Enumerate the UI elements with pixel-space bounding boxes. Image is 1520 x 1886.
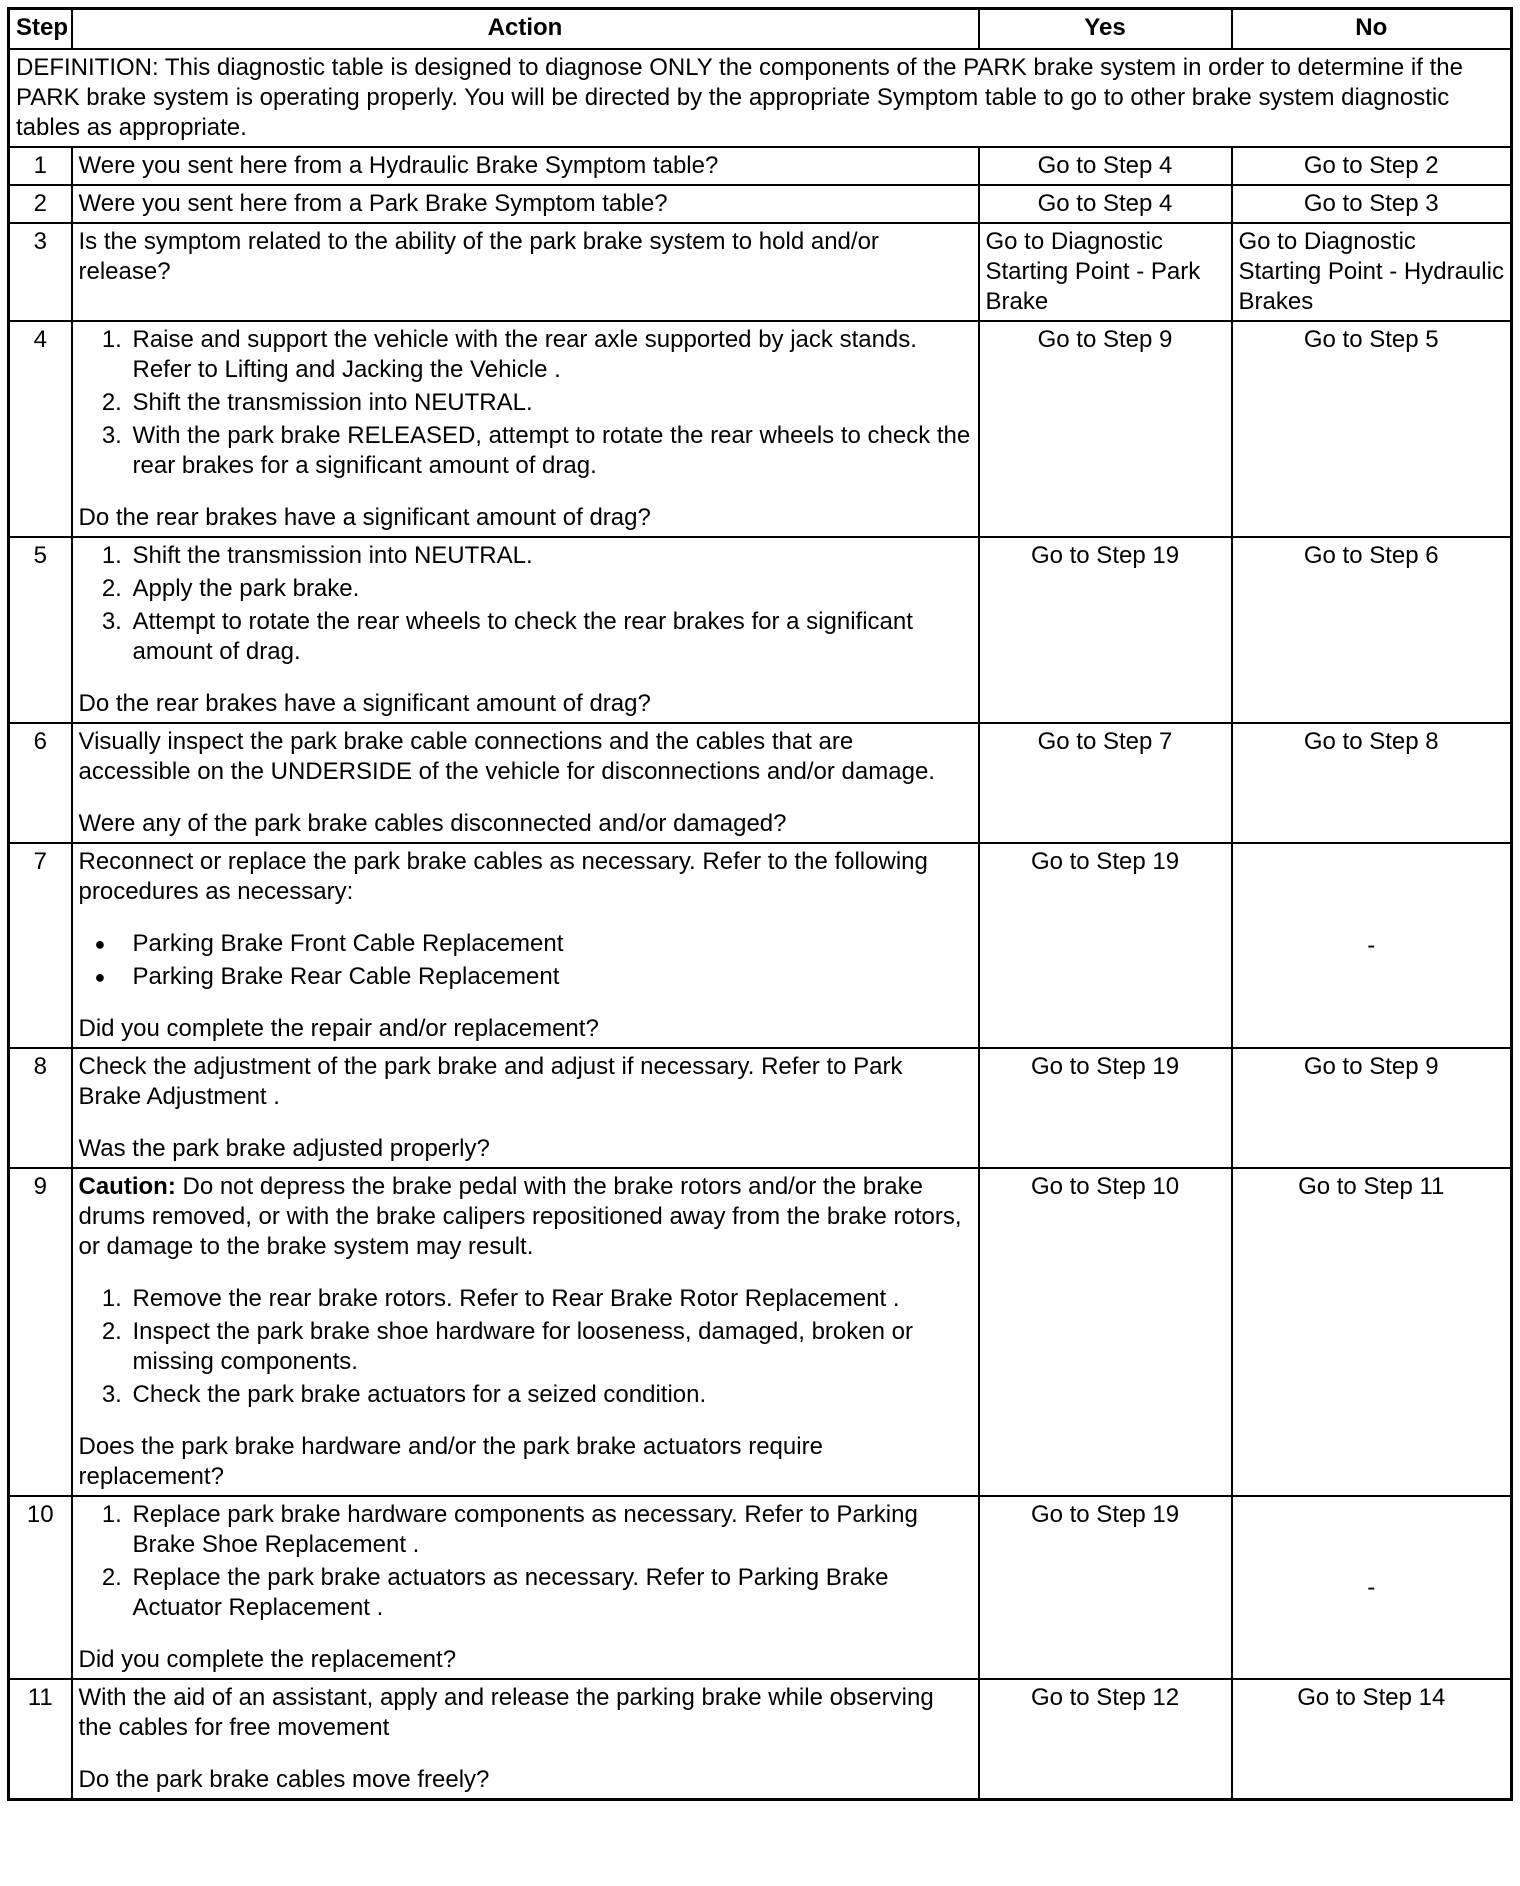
step-number: 10 [9, 1496, 72, 1679]
action-cell [72, 537, 979, 723]
question-text: Does the park brake hardware and/or the park brake actuators require replacement? [78, 1433, 823, 1490]
no-cell: - [1232, 1496, 1512, 1679]
action-text: Check the adjustment of the park brake and adjust if necessary. Refer to Park Brake Adjustment . [78, 1053, 903, 1110]
question-text: Do the rear brakes have a significant amount of drag? [78, 504, 651, 531]
action-text: With the aid of an assistant, apply and release the parking brake while observing the cables for free movement [78, 1684, 934, 1741]
action-cell [72, 1679, 979, 1800]
no-cell: Go to Step 5 [1232, 321, 1512, 537]
header-yes: Yes [979, 9, 1232, 50]
table-row [9, 723, 1512, 843]
action-text: Reconnect or replace the park brake cables as necessary. Refer to the following procedures as necessary: [78, 848, 928, 905]
action-cell [72, 321, 979, 537]
list-item: ● Parking Brake Rear Cable Replacement [129, 962, 972, 992]
header-row [9, 9, 1512, 50]
no-cell: Go to Step 14 [1232, 1679, 1512, 1800]
list-item: 3. With the park brake RELEASED, attempt to rotate the rear wheels to check the rear brakes for a significant amount of drag. [129, 421, 972, 481]
caution-label: Caution: [78, 1173, 176, 1200]
action-cell [72, 1048, 979, 1168]
table-row [9, 1168, 1512, 1496]
no-cell: - [1232, 843, 1512, 1048]
list-item: 3. Attempt to rotate the rear wheels to check the rear brakes for a significant amount of drag. [129, 607, 972, 667]
yes-cell: Go to Step 12 [979, 1679, 1232, 1800]
yes-cell: Go to Step 7 [979, 723, 1232, 843]
diagnostic-table [7, 7, 1513, 1801]
yes-cell: Go to Step 4 [979, 185, 1232, 223]
definition-text: DEFINITION: This diagnostic table is designed to diagnose ONLY the components of the PARK brake system in order to determine if the PARK brake system is operating properly. You will be directed by the appropriate Symptom table to go to other brake system diagnostic tables as appropriate. [9, 49, 1512, 147]
yes-cell: Go to Step 9 [979, 321, 1232, 537]
action-cell [72, 185, 979, 223]
list-item: 2. Replace the park brake actuators as necessary. Refer to Parking Brake Actuator Replacement . [129, 1563, 972, 1623]
yes-cell: Go to Diagnostic Starting Point - Park Brake [979, 223, 1232, 321]
definition-row [9, 49, 1512, 147]
step-number: 4 [9, 321, 72, 537]
yes-cell: Go to Step 19 [979, 1048, 1232, 1168]
question-text: Were any of the park brake cables disconnected and/or damaged? [78, 810, 787, 837]
action-cell [72, 147, 979, 185]
table-row [9, 147, 1512, 185]
table-row [9, 185, 1512, 223]
header-no: No [1232, 9, 1512, 50]
table-row [9, 843, 1512, 1048]
list-item: 1. Remove the rear brake rotors. Refer to Rear Brake Rotor Replacement . [129, 1284, 972, 1314]
no-cell: Go to Step 3 [1232, 185, 1512, 223]
step-number: 11 [9, 1679, 72, 1800]
action-text: Visually inspect the park brake cable connections and the cables that are accessible on the UNDERSIDE of the vehicle for disconnections and/or damage. [78, 728, 935, 785]
list-item: 2. Apply the park brake. [129, 574, 972, 604]
no-cell: Go to Diagnostic Starting Point - Hydraulic Brakes [1232, 223, 1512, 321]
action-cell [72, 723, 979, 843]
step-number: 8 [9, 1048, 72, 1168]
instruction-list [79, 541, 972, 667]
header-step: Step [9, 9, 72, 50]
yes-cell: Go to Step 19 [979, 843, 1232, 1048]
step-number: 3 [9, 223, 72, 321]
procedure-list [79, 929, 972, 992]
question-text: Was the park brake adjusted properly? [78, 1135, 490, 1162]
table-row [9, 1496, 1512, 1679]
caution-text: Do not depress the brake pedal with the brake rotors and/or the brake drums removed, or with the brake calipers repositioned away from the brake rotors, or damage to the brake system may result. [78, 1173, 962, 1260]
no-cell: Go to Step 9 [1232, 1048, 1512, 1168]
list-item: 3. Check the park brake actuators for a seized condition. [129, 1380, 972, 1410]
action-text: Were you sent here from a Park Brake Symptom table? [78, 190, 668, 217]
caution-note [79, 1172, 972, 1262]
question-text: Did you complete the repair and/or replacement? [78, 1015, 599, 1042]
table-row [9, 223, 1512, 321]
no-cell: Go to Step 2 [1232, 147, 1512, 185]
step-number: 6 [9, 723, 72, 843]
list-item: 1. Raise and support the vehicle with the rear axle supported by jack stands. Refer to Lifting and Jacking the Vehicle . [129, 325, 972, 385]
header-action: Action [72, 9, 979, 50]
yes-cell: Go to Step 19 [979, 537, 1232, 723]
step-number: 5 [9, 537, 72, 723]
instruction-list [79, 325, 972, 481]
action-cell [72, 843, 979, 1048]
step-number: 1 [9, 147, 72, 185]
instruction-list [79, 1500, 972, 1623]
table-row [9, 321, 1512, 537]
list-item: 1. Replace park brake hardware components as necessary. Refer to Parking Brake Shoe Replacement . [129, 1500, 972, 1560]
list-item: 1. Shift the transmission into NEUTRAL. [129, 541, 972, 571]
action-text: Is the symptom related to the ability of the park brake system to hold and/or release? [78, 228, 879, 285]
action-cell [72, 223, 979, 321]
instruction-list [79, 1284, 972, 1410]
action-cell [72, 1168, 979, 1496]
no-cell: Go to Step 11 [1232, 1168, 1512, 1496]
table-row [9, 1679, 1512, 1800]
no-cell: Go to Step 8 [1232, 723, 1512, 843]
step-number: 2 [9, 185, 72, 223]
step-number: 9 [9, 1168, 72, 1496]
action-cell [72, 1496, 979, 1679]
question-text: Do the rear brakes have a significant amount of drag? [78, 690, 651, 717]
list-item: 2. Inspect the park brake shoe hardware for looseness, damaged, broken or missing components. [129, 1317, 972, 1377]
yes-cell: Go to Step 19 [979, 1496, 1232, 1679]
step-number: 7 [9, 843, 72, 1048]
table-row [9, 537, 1512, 723]
table-row [9, 1048, 1512, 1168]
list-item: 2. Shift the transmission into NEUTRAL. [129, 388, 972, 418]
yes-cell: Go to Step 10 [979, 1168, 1232, 1496]
no-cell: Go to Step 6 [1232, 537, 1512, 723]
list-item: ● Parking Brake Front Cable Replacement [129, 929, 972, 959]
question-text: Did you complete the replacement? [78, 1646, 457, 1673]
action-text: Were you sent here from a Hydraulic Brake Symptom table? [78, 152, 719, 179]
yes-cell: Go to Step 4 [979, 147, 1232, 185]
question-text: Do the park brake cables move freely? [78, 1766, 490, 1793]
